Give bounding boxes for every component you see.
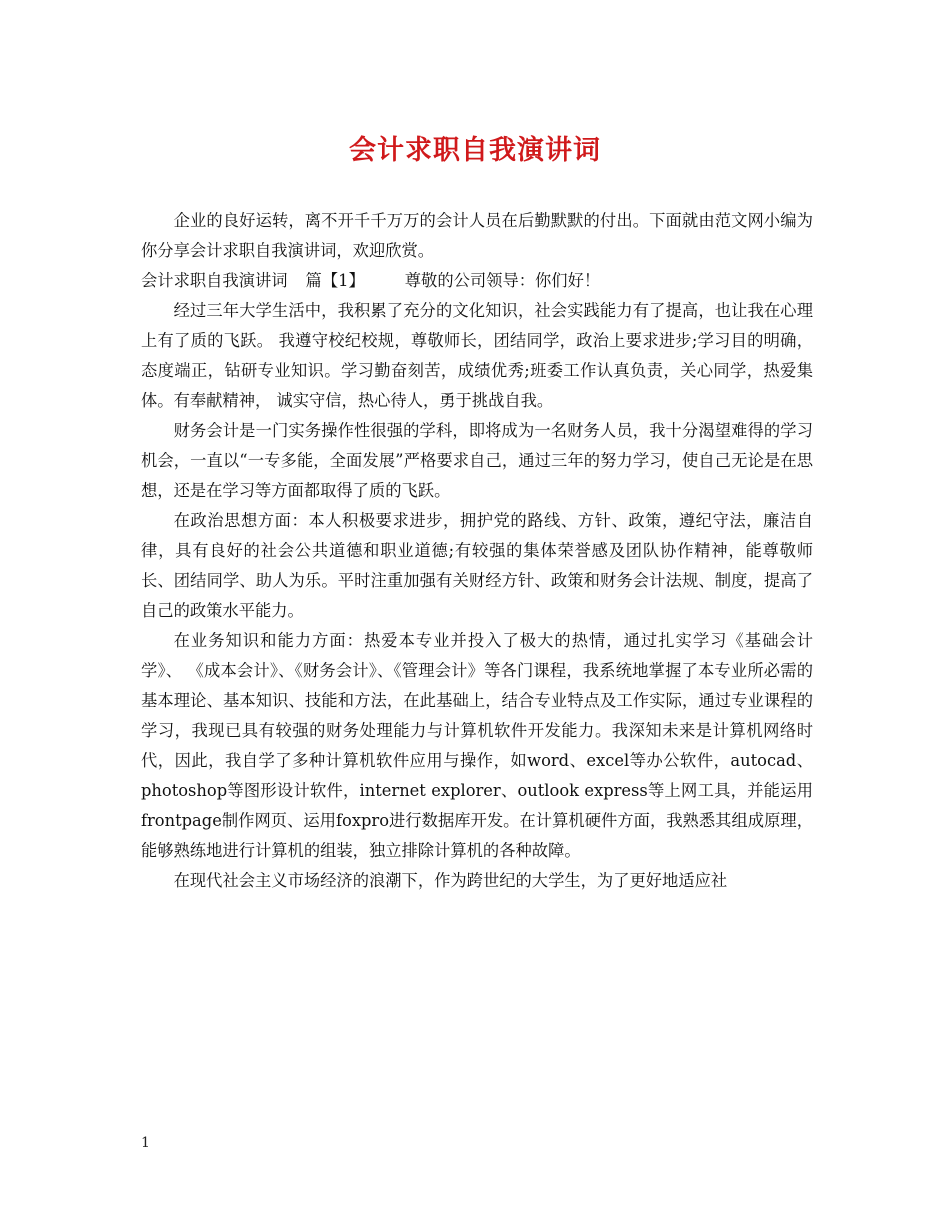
body-paragraph: 在现代社会主义市场经济的浪潮下，作为跨世纪的大学生，为了更好地适应社: [173, 871, 728, 890]
document-title: 会计求职自我演讲词: [349, 135, 601, 166]
greeting-text: 尊敬的公司领导：你们好！: [404, 271, 601, 290]
intro-paragraph: 企业的良好运转，离不开千千万万的会计人员在后勤默默的付出。下面就由范文网小编为你分享会计求职自我演讲词，欢迎欣赏。: [141, 211, 813, 260]
body-paragraph: 在政治思想方面：本人积极要求进步，拥护党的路线、方针、政策，遵纪守法，廉洁自律，具有良好的社会公共道德和职业道德;有较强的集体荣誉感及团队协作精神，能尊敬师长、团结同学、助人为乐。平时注重加强有关财经方针、政策和财务会计法规、制度，提高了自己的政策水平能力。: [141, 511, 813, 620]
page-number: 1: [141, 1135, 150, 1151]
body-paragraph: 财务会计是一门实务操作性很强的学科，即将成为一名财务人员，我十分渴望难得的学习机会，一直以“一专多能，全面发展”严格要求自己，通过三年的努力学习，使自己无论是在思想，还是在学习等方面都取得了质的飞跃。: [141, 421, 813, 500]
section-heading-number: 篇【1】: [305, 271, 365, 290]
body-paragraph: 在业务知识和能力方面：热爱本专业并投入了极大的热情，通过扎实学习《基础会计学》、 《成本会计》、《财务会计》、《管理会计》等各门课程，我系统地掌握了本专业所必需的基本理论、基本知识、技能和方法，在此基础上，结合专业特点及工作实际，通过专业课程的学习，我现已具有较强的财务处理能力与计算机软件开发能力。我深知未来是计算机网络时代，因此，我自学了多种计算机软件应用与操作，如word、excel等办公软件，autocad、photoshop等图形设计软件，internet explorer、outlook express等上网工具，并能运用frontpage制作网页、运用foxpro进行数据库开发。在计算机硬件方面，我熟悉其组成原理，能够熟练地进行计算机的组装，独立排除计算机的各种故障。: [141, 631, 813, 860]
body-paragraph: 经过三年大学生活中，我积累了充分的文化知识，社会实践能力有了提高，也让我在心理上有了质的飞跃。 我遵守校纪校规，尊敬师长，团结同学，政治上要求进步;学习目的明确，态度端正，钻研专业知识。学习勤奋刻苦，成绩优秀;班委工作认真负责，关心同学，热爱集体。有奉献精神， 诚实守信，热心待人，勇于挑战自我。: [141, 301, 813, 410]
section-heading-line: [141, 266, 813, 296]
document-body: [141, 206, 813, 896]
section-heading-name: 会计求职自我演讲词: [141, 271, 288, 290]
